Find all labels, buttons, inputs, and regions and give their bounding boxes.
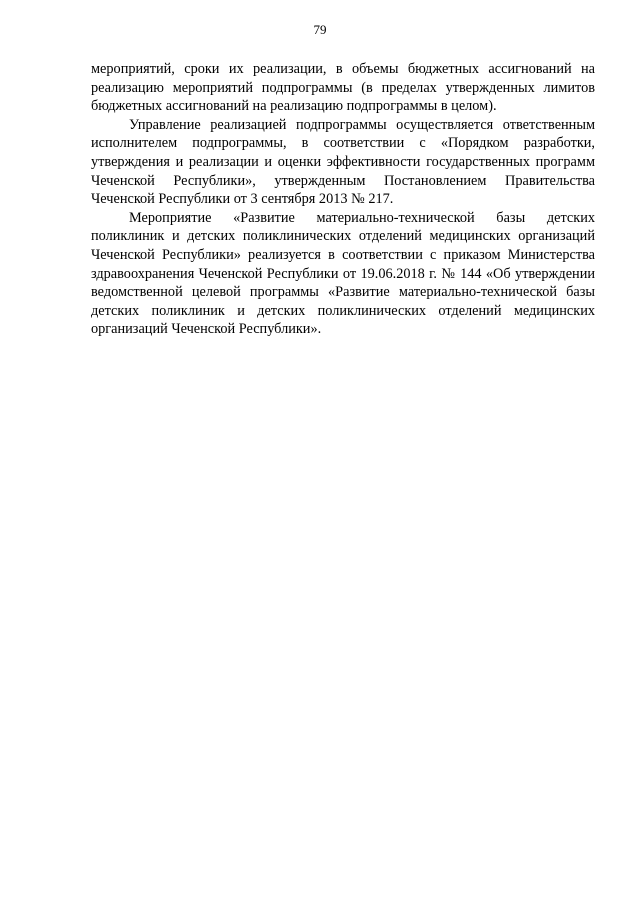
- paragraph-subprogram-management: Управление реализацией подпрограммы осуществляется ответственным исполнителем подпрограммы, в соответствии с «Порядком разработки, утверждения и реализации и оценки эффективности государственных программ Чеченской Республики», утвержденным Постановлением Правительства Чеченской Республики от 3 сентября 2013 № 217.: [91, 116, 595, 208]
- paragraph-clinic-development-measure: Мероприятие «Развитие материально-технической базы детских поликлиник и детских поликлинических отделений медицинских организаций Чеченской Республики» реализуется в соответствии с приказом Министерства здравоохранения Чеченской Республики от 19.06.2018 г. № 144 «Об утверждении ведомственной целевой программы «Развитие материально-технической базы детских поликлиник и детских поликлинических отделений медицинских организаций Чеченской Республики».: [91, 209, 595, 338]
- document-body: [91, 60, 595, 339]
- page-number: 79: [313, 22, 327, 37]
- paragraph-budget-allocations: мероприятий, сроки их реализации, в объемы бюджетных ассигнований на реализацию мероприятий подпрограммы (в пределах утвержденных лимитов бюджетных ассигнований на реализацию подпрограммы в целом).: [91, 61, 595, 115]
